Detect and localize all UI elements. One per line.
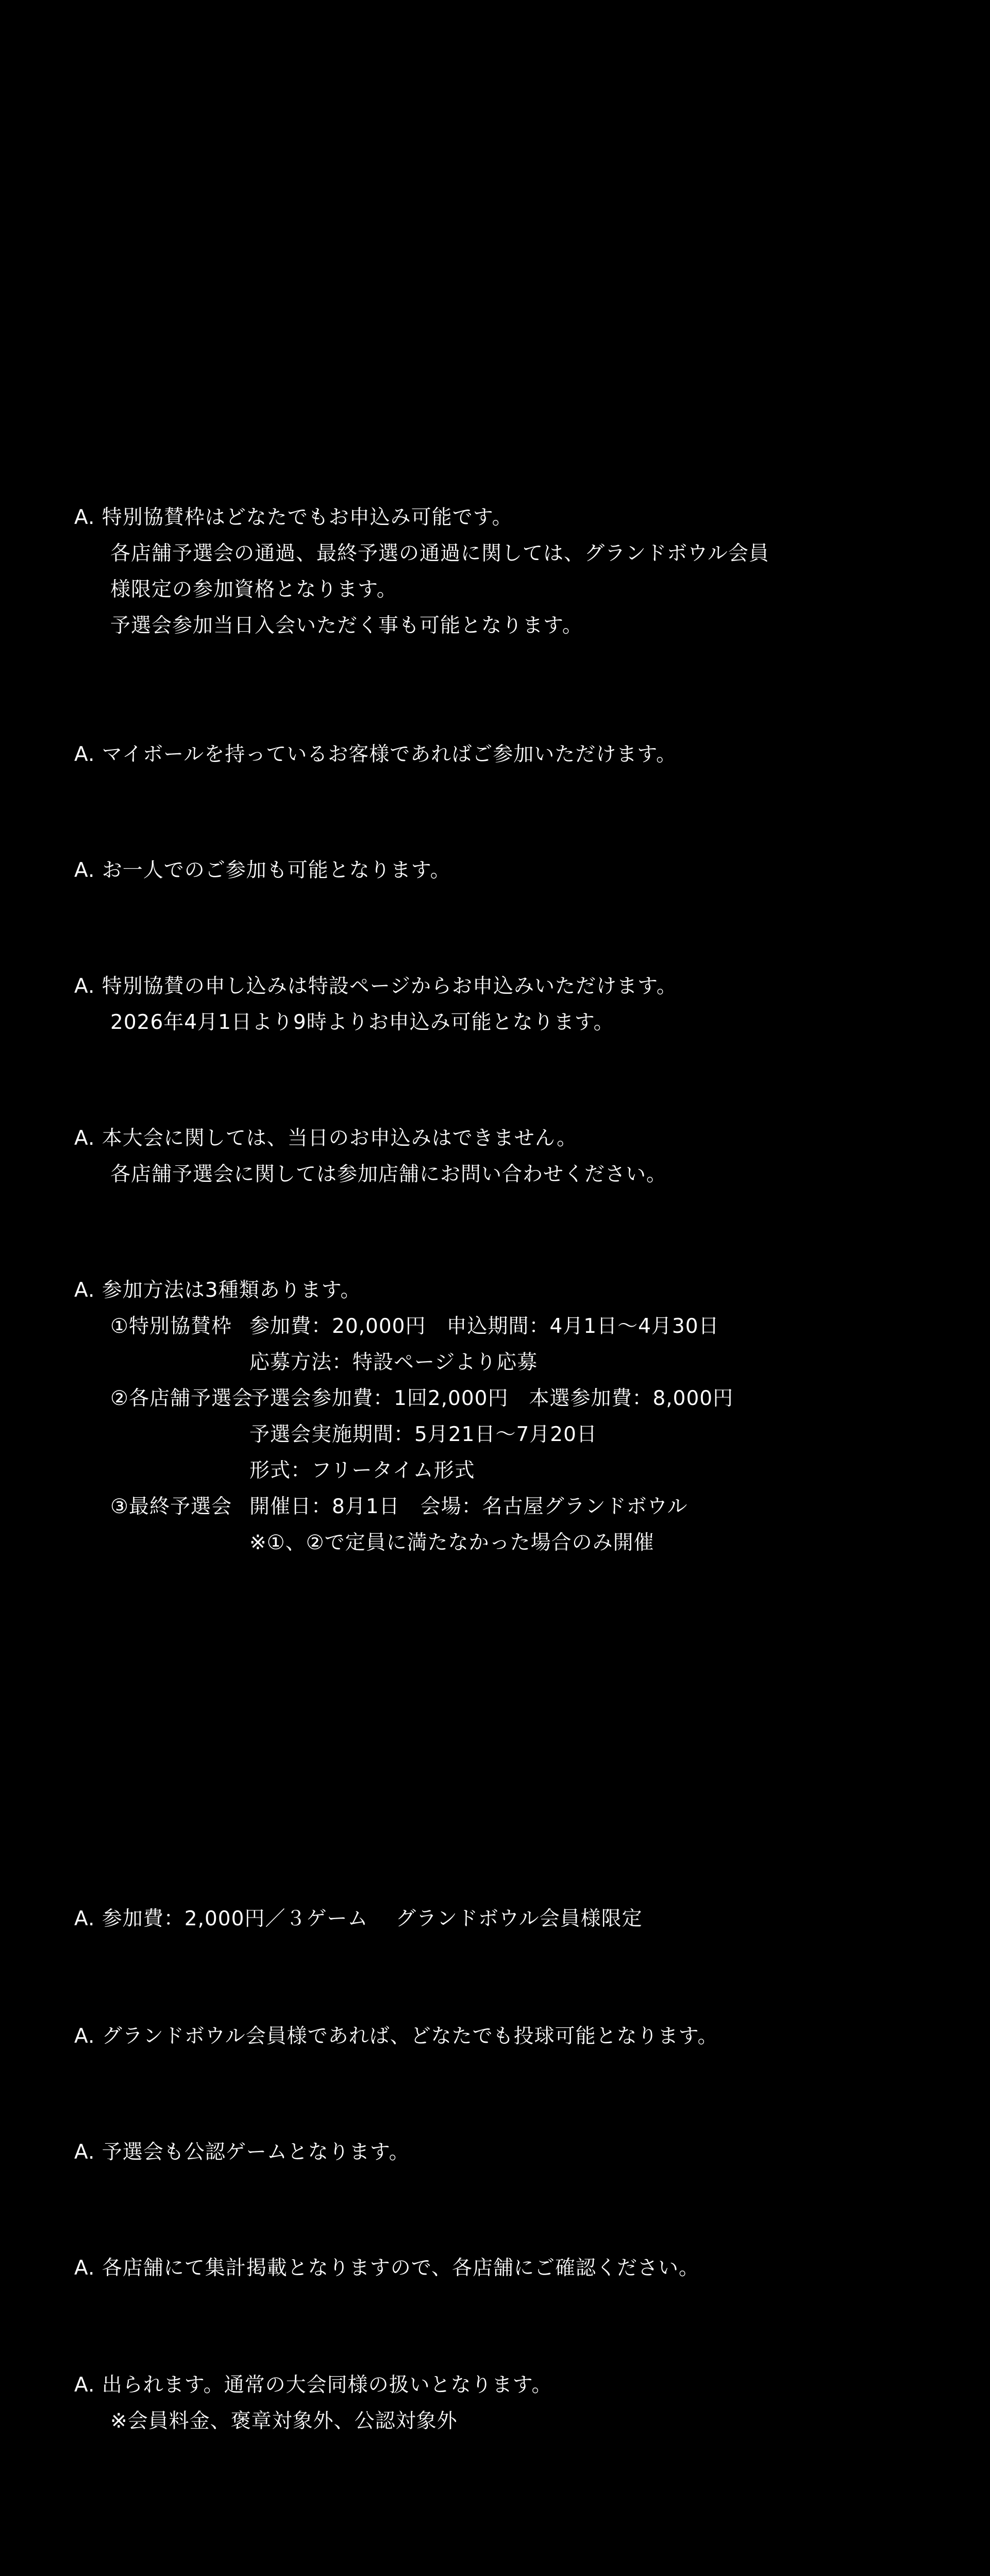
faq-answer xyxy=(74,2019,919,2055)
answer-line: A. 予選会も公認ゲームとなります。 xyxy=(74,2141,410,2164)
answer-line: A. マイボールを持っているお客様であればご参加いただけます。 xyxy=(74,743,677,766)
faq-answer-entry-methods xyxy=(74,1273,919,1561)
entry-method-detail: 参加費：20,000円 申込期間：4月1日〜4月30日 xyxy=(249,1315,719,1338)
faq-answer xyxy=(74,1121,919,1193)
faq-answer xyxy=(74,969,919,1041)
entry-method-detail: ※①、②で定員に満たなかった場合のみ開催 xyxy=(249,1531,655,1554)
answer-line: A. 特別協賛の申し込みは特設ページからお申込みいただけます。 xyxy=(74,975,677,998)
answer-line: A. 各店舗にて集計掲載となりますので、各店舗にご確認ください。 xyxy=(74,2257,700,2280)
faq-answer xyxy=(74,2250,919,2286)
entry-method-detail: 応募方法：特設ページより応募 xyxy=(249,1351,538,1374)
entry-method-store xyxy=(74,1381,919,1489)
faq-answer xyxy=(74,500,919,644)
answer-line: ※会員料金、褒章対象外、公認対象外 xyxy=(110,2410,458,2433)
faq-answer xyxy=(74,1901,919,1937)
faq-answer xyxy=(74,2367,919,2439)
entry-method-name: ①特別協賛枠 xyxy=(110,1315,232,1338)
answer-line: A. 参加方法は3種類あります。 xyxy=(74,1279,361,1302)
faq-answer xyxy=(74,853,919,889)
answer-line: A. 特別協賛枠はどなたでもお申込み可能です。 xyxy=(74,506,513,529)
answer-line: 各店舗予選会に関しては参加店舗にお問い合わせください。 xyxy=(110,1163,667,1186)
answer-line: 2026年4月1日より9時よりお申込み可能となります。 xyxy=(110,1011,614,1034)
entry-method-final xyxy=(74,1489,919,1561)
answer-line: 様限定の参加資格となります。 xyxy=(110,578,397,601)
answer-line: A. 出られます。通常の大会同様の扱いとなります。 xyxy=(74,2374,552,2397)
faq-answer xyxy=(74,737,919,773)
entry-method-name: ②各店舗予選会 xyxy=(110,1387,253,1410)
entry-method-special xyxy=(74,1309,919,1381)
answer-line: A. お一人でのご参加も可能となります。 xyxy=(74,859,451,882)
entry-method-detail: 予選会実施期間：5月21日〜7月20日 xyxy=(249,1423,597,1446)
answer-line: 各店舗予選会の通過、最終予選の通過に関しては、グランドボウル会員 xyxy=(110,542,769,565)
answer-line: A. グランドボウル会員様であれば、どなたでも投球可能となります。 xyxy=(74,2025,718,2048)
answer-line: A. 参加費：2,000円／３ゲーム グランドボウル会員様限定 xyxy=(74,1907,643,1930)
entry-method-detail: 形式：フリータイム形式 xyxy=(249,1459,475,1482)
entry-method-name: ③最終予選会 xyxy=(110,1495,232,1518)
answer-line: 予選会参加当日入会いただく事も可能となります。 xyxy=(110,614,583,637)
answer-line: A. 本大会に関しては、当日のお申込みはできません。 xyxy=(74,1127,578,1150)
faq-answer xyxy=(74,2134,919,2171)
entry-method-detail: 開催日：8月1日 会場：名古屋グランドボウル xyxy=(249,1495,688,1518)
entry-method-detail: 予選会参加費：1回2,000円 本選参加費：8,000円 xyxy=(249,1387,734,1410)
